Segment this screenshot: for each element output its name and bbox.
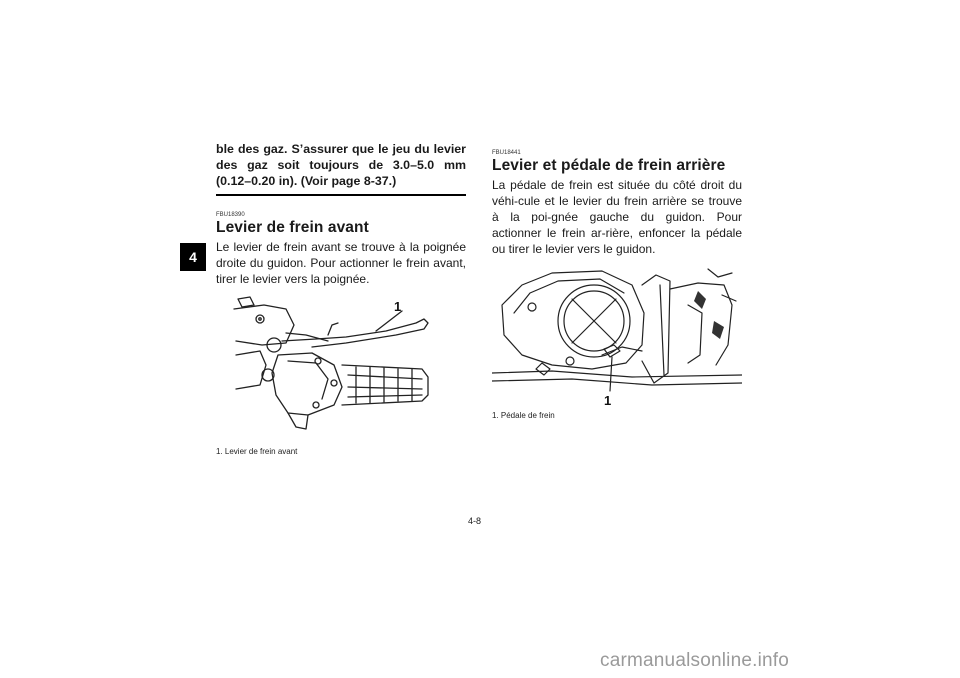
- rear-brake-pedal-illustration: [492, 265, 742, 411]
- chapter-tab: 4: [180, 243, 206, 271]
- section-heading: Levier de frein avant: [216, 218, 369, 236]
- section-divider: [216, 194, 466, 196]
- figure-caption: 1. Pédale de frein: [492, 411, 555, 420]
- continuation-warning-text: ble des gaz. S’assurer que le jeu du levier des gaz soit toujours de 3.0–5.0 mm (0.12–0.20 in). (Voir page 8-37.): [216, 142, 466, 188]
- figure-caption: 1. Levier de frein avant: [216, 446, 298, 456]
- section-body: La pédale de frein est située du côté droit du véhi-cule et le levier du frein arrière se trouve à la poi-gnée gauche du guidon. Pour actionner le frein ar-rière, enfoncer la pédale ou tirer le levier vers le guidon.: [492, 178, 742, 256]
- section-code: FBU18390: [216, 211, 245, 218]
- right-column: [492, 150, 742, 420]
- left-column: [216, 141, 466, 456]
- section-body: Le levier de frein avant se trouve à la poignée droite du guidon. Pour actionner le frein avant, tirer le levier vers la poignée.: [216, 239, 466, 286]
- watermark: carmanualsonline.info: [600, 650, 790, 671]
- section-heading: Levier et pédale de frein arrière: [492, 157, 726, 174]
- page-number: 4-8: [468, 516, 482, 526]
- figure-callout: 1: [604, 393, 612, 408]
- front-brake-lever-illustration: [216, 295, 466, 445]
- figure-callout: 1: [394, 298, 402, 314]
- section-code: FBU18441: [492, 150, 521, 156]
